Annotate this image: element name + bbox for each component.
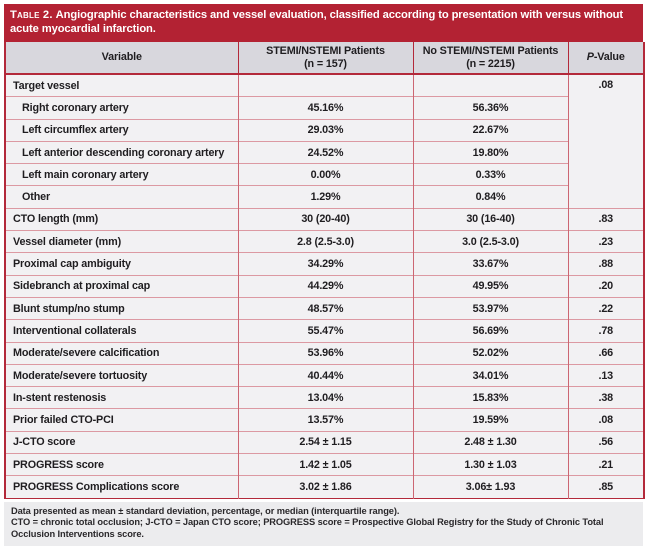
value-cell-stemi: 55.47% xyxy=(238,320,413,342)
table-row xyxy=(5,342,644,364)
value-cell-stemi xyxy=(238,74,413,97)
pvalue-cell: .21 xyxy=(568,454,644,476)
value-cell-no-stemi: 3.0 (2.5-3.0) xyxy=(413,231,568,253)
table-row xyxy=(5,454,644,476)
value-cell-no-stemi: 0.33% xyxy=(413,164,568,186)
value-cell-stemi: 1.42 ± 1.05 xyxy=(238,454,413,476)
col-header-stemi-patients xyxy=(238,42,413,74)
table-row xyxy=(5,297,644,319)
table-row xyxy=(5,387,644,409)
value-cell-stemi: 29.03% xyxy=(238,119,413,141)
table-row xyxy=(5,231,644,253)
col-header-stemi-n: (n = 157) xyxy=(304,57,347,70)
col-header-pvalue xyxy=(568,42,644,74)
row-label-cell: In-stent restenosis xyxy=(5,387,238,409)
table-row xyxy=(5,409,644,431)
value-cell-no-stemi: 0.84% xyxy=(413,186,568,208)
pvalue-cell: .22 xyxy=(568,297,644,319)
value-cell-stemi: 2.8 (2.5-3.0) xyxy=(238,231,413,253)
data-table xyxy=(4,42,645,499)
pvalue-cell: .88 xyxy=(568,253,644,275)
footnote-line-1: Data presented as mean ± standard deviation, percentage, or median (interquartile range). xyxy=(11,505,400,516)
pvalue-cell: .78 xyxy=(568,320,644,342)
table-row xyxy=(5,74,644,97)
table-row xyxy=(5,476,644,498)
table-body xyxy=(5,74,644,498)
row-label-cell: Proximal cap ambiguity xyxy=(5,253,238,275)
value-cell-no-stemi: 53.97% xyxy=(413,297,568,319)
table-number-label: Table 2. xyxy=(10,9,53,21)
table-caption: Angiographic characteristics and vessel evaluation, classified according to presentation with versus without acute myocardial infarction. xyxy=(10,9,624,35)
row-label-cell: J-CTO score xyxy=(5,431,238,453)
row-label-cell: PROGRESS score xyxy=(5,454,238,476)
table-row xyxy=(5,186,644,208)
value-cell-stemi: 45.16% xyxy=(238,97,413,119)
row-label-cell: CTO length (mm) xyxy=(5,208,238,230)
table-row xyxy=(5,275,644,297)
row-label-cell: Prior failed CTO-PCI xyxy=(5,409,238,431)
col-header-variable: Variable xyxy=(5,42,238,74)
pvalue-cell: .20 xyxy=(568,275,644,297)
pvalue-cell: .66 xyxy=(568,342,644,364)
col-header-pvalue-rest: -Value xyxy=(593,51,625,64)
pvalue-cell: .85 xyxy=(568,476,644,498)
value-cell-no-stemi: 22.67% xyxy=(413,119,568,141)
value-cell-no-stemi: 2.48 ± 1.30 xyxy=(413,431,568,453)
table-row xyxy=(5,320,644,342)
value-cell-no-stemi: 34.01% xyxy=(413,364,568,386)
value-cell-stemi: 13.57% xyxy=(238,409,413,431)
value-cell-no-stemi: 19.59% xyxy=(413,409,568,431)
value-cell-no-stemi: 3.06± 1.93 xyxy=(413,476,568,498)
table-row xyxy=(5,364,644,386)
value-cell-stemi: 34.29% xyxy=(238,253,413,275)
table-footnotes xyxy=(4,502,643,546)
value-cell-stemi: 30 (20-40) xyxy=(238,208,413,230)
row-label-cell: Blunt stump/no stump xyxy=(5,297,238,319)
value-cell-stemi: 44.29% xyxy=(238,275,413,297)
pvalue-cell: .38 xyxy=(568,387,644,409)
col-header-stemi-line1: STEMI/NSTEMI Patients xyxy=(266,45,385,57)
table-title-bar xyxy=(4,4,643,42)
value-cell-no-stemi: 19.80% xyxy=(413,141,568,163)
value-cell-no-stemi: 56.36% xyxy=(413,97,568,119)
col-header-no-stemi-patients xyxy=(413,42,568,74)
row-label-cell: Sidebranch at proximal cap xyxy=(5,275,238,297)
row-label-cell: Moderate/severe calcification xyxy=(5,342,238,364)
table-row xyxy=(5,164,644,186)
value-cell-stemi: 13.04% xyxy=(238,387,413,409)
row-label-cell: Left main coronary artery xyxy=(5,164,238,186)
row-label-cell: PROGRESS Complications score xyxy=(5,476,238,498)
table-2-container xyxy=(4,4,643,546)
pvalue-cell: .23 xyxy=(568,231,644,253)
value-cell-stemi: 2.54 ± 1.15 xyxy=(238,431,413,453)
pvalue-cell: .08 xyxy=(568,409,644,431)
value-cell-no-stemi: 52.02% xyxy=(413,342,568,364)
value-cell-stemi: 40.44% xyxy=(238,364,413,386)
value-cell-stemi: 0.00% xyxy=(238,164,413,186)
table-header xyxy=(5,42,644,74)
value-cell-stemi: 3.02 ± 1.86 xyxy=(238,476,413,498)
value-cell-stemi: 1.29% xyxy=(238,186,413,208)
table-row xyxy=(5,119,644,141)
value-cell-stemi: 53.96% xyxy=(238,342,413,364)
footnote-line-2: CTO = chronic total occlusion; J-CTO = Japan CTO score; PROGRESS score = Prospective Global Registry for the Study of Chronic Total Occlusion Interventions score. xyxy=(11,517,604,540)
row-label-cell: Target vessel xyxy=(13,79,80,92)
header-row xyxy=(5,42,644,74)
row-label-cell: Right coronary artery xyxy=(5,97,238,119)
pvalue-cell: .13 xyxy=(568,364,644,386)
table-row xyxy=(5,97,644,119)
col-header-pvalue-p: P xyxy=(586,51,594,64)
col-header-no-stemi-n: (n = 2215) xyxy=(466,57,515,70)
value-cell-no-stemi: 49.95% xyxy=(413,275,568,297)
row-label-cell: Vessel diameter (mm) xyxy=(5,231,238,253)
value-cell-stemi: 24.52% xyxy=(238,141,413,163)
value-cell-no-stemi: 1.30 ± 1.03 xyxy=(413,454,568,476)
value-cell-no-stemi: 33.67% xyxy=(413,253,568,275)
table-row xyxy=(5,253,644,275)
table-row xyxy=(5,141,644,163)
pvalue-cell: .83 xyxy=(568,208,644,230)
row-label-cell: Moderate/severe tortuosity xyxy=(5,364,238,386)
col-header-no-stemi-line1: No STEMI/NSTEMI Patients xyxy=(422,45,559,57)
row-label-cell: Left circumflex artery xyxy=(5,119,238,141)
value-cell-no-stemi: 15.83% xyxy=(413,387,568,409)
value-cell-stemi: 48.57% xyxy=(238,297,413,319)
row-label-cell: Interventional collaterals xyxy=(5,320,238,342)
value-cell-no-stemi: 30 (16-40) xyxy=(413,208,568,230)
value-cell-no-stemi: 56.69% xyxy=(413,320,568,342)
row-label-cell: Left anterior descending coronary artery xyxy=(5,141,238,163)
table-row xyxy=(5,208,644,230)
value-cell-no-stemi xyxy=(413,74,568,97)
row-label-cell: Other xyxy=(5,186,238,208)
pvalue-cell: .56 xyxy=(568,431,644,453)
table-row xyxy=(5,431,644,453)
pvalue-cell: .08 xyxy=(568,74,644,208)
